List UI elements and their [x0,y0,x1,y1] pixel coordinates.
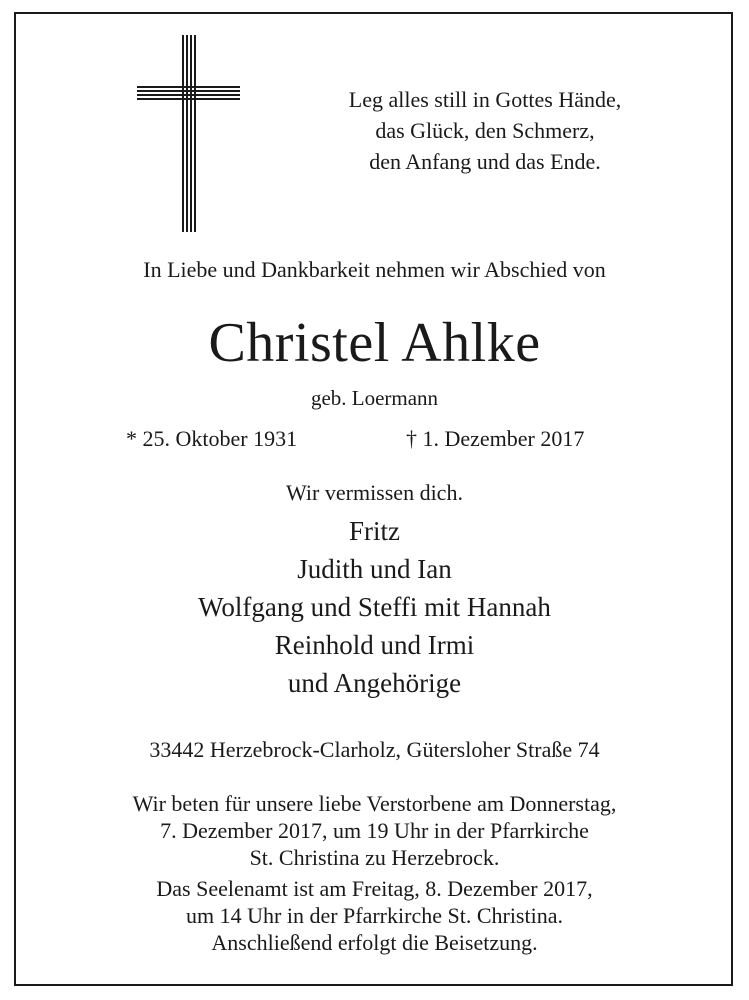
life-dates [0,424,749,454]
family-member: Wolfgang und Steffi mit Hannah [198,592,551,622]
maiden-name: geb. Loermann [310,386,439,410]
mass-line: Anschließend erfolgt die Beisetzung. [211,930,538,955]
death-date: † 1. Dezember 2017 [406,426,585,451]
deceased-name: Christel Ahlke [208,312,541,374]
verse-line: den Anfang und das Ende. [369,149,601,174]
service-info [0,790,749,956]
family-list [0,512,749,702]
family-member: Judith und Ian [297,554,452,584]
mass-line: um 14 Uhr in der Pfarrkirche St. Christina. [186,903,563,928]
prayer-line: Wir beten für unsere liebe Verstorbene am Donnerstag, [132,791,617,816]
verse-line: Leg alles still in Gottes Hände, [348,87,622,112]
family-member: Fritz [349,516,400,546]
prayer-line: 7. Dezember 2017, um 19 Uhr in der Pfarrkirche [160,818,589,843]
intro-line: In Liebe und Dankbarkeit nehmen wir Abschied von [143,257,606,282]
birth-date: * 25. Oktober 1931 [126,426,298,451]
family-member: Reinhold und Irmi [274,630,475,660]
prayer-line: St. Christina zu Herzebrock. [249,845,500,870]
miss-line: Wir vermissen dich. [286,480,463,505]
mass-line: Das Seelenamt ist am Freitag, 8. Dezember 2017, [156,876,593,901]
address: 33442 Herzebrock-Clarholz, Gütersloher Straße 74 [149,737,600,762]
verse [290,84,680,177]
family-member: und Angehörige [287,668,462,698]
verse-line: das Glück, den Schmerz, [375,118,595,143]
